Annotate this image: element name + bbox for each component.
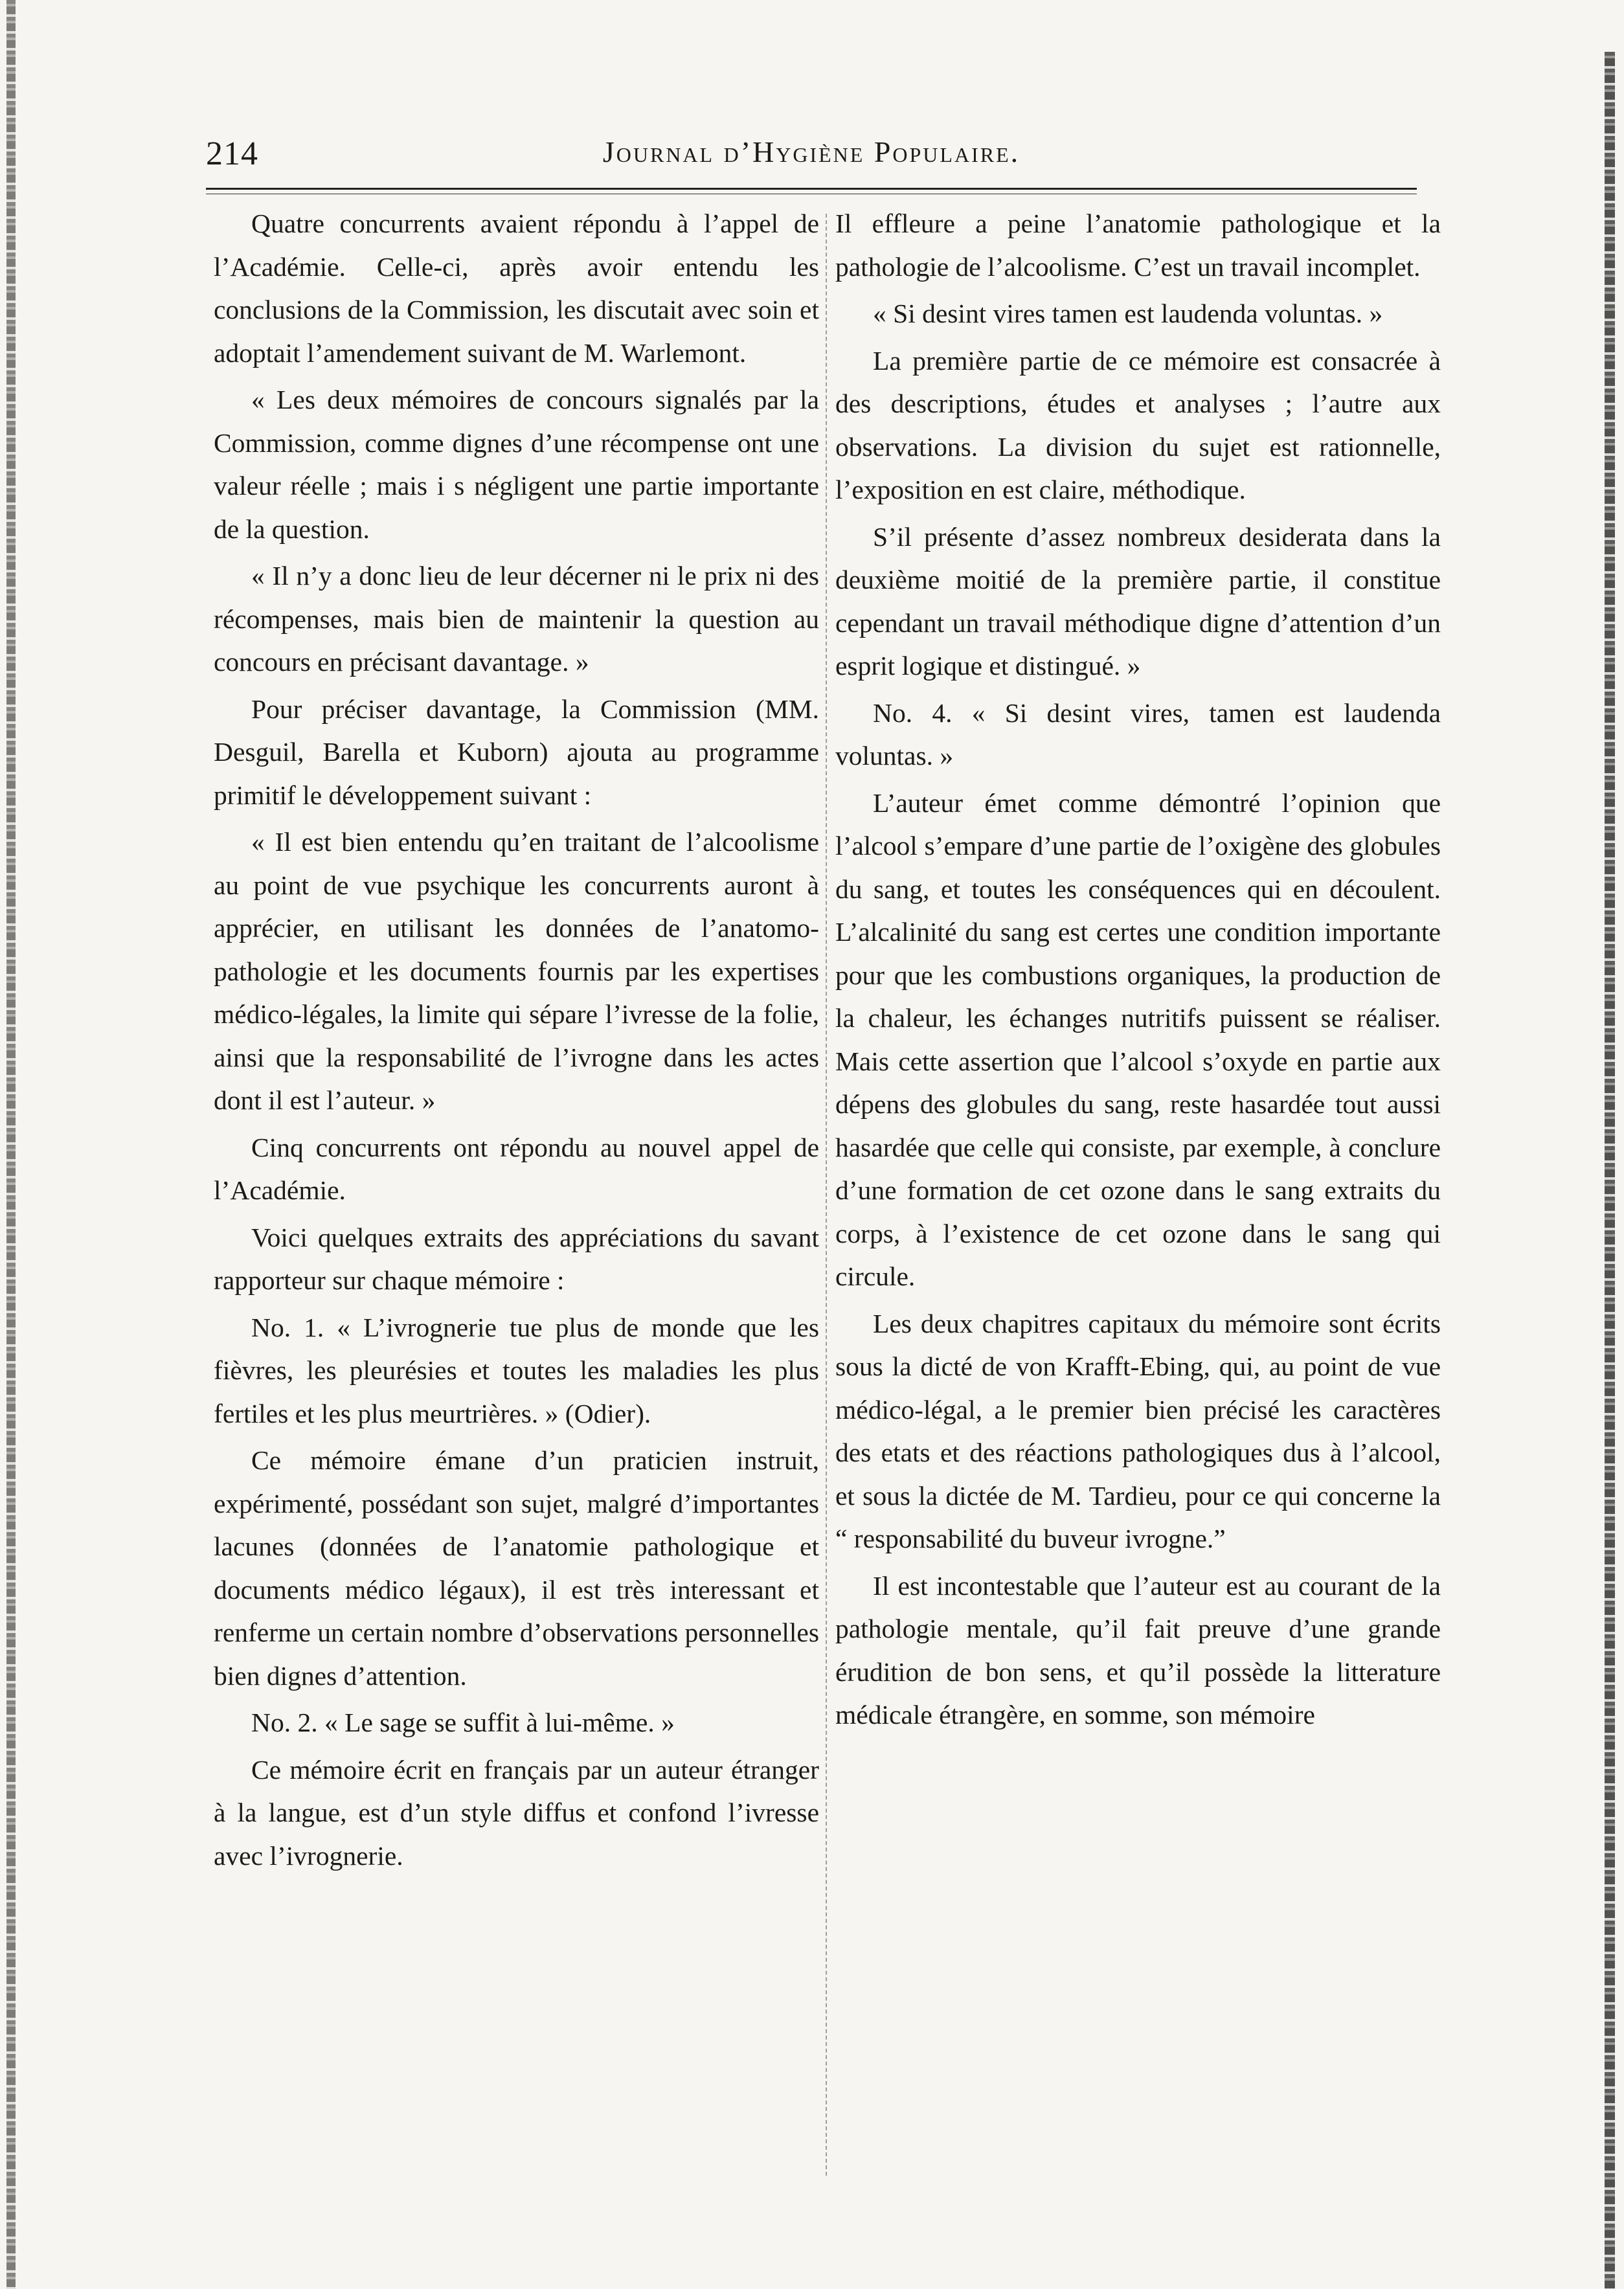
paragraph: No. 2. « Le sage se suffit à lui-même. » [251,1708,675,1737]
paragraph: Quatre concurrents avaient répondu à l’appel de l’Académie. Celle-ci, après avoir entendu les conclusions de la Commission, les discutait avec soin et adoptait l’amendement suivant de M. Warlemont. [214,209,819,368]
paragraph: Cinq concurrents ont répondu au nouvel appel de l’Académie. [214,1132,819,1205]
scan-edge-right [1605,52,1615,2289]
paragraph: « Il n’y a donc lieu de leur décerner ni le prix ni des récompenses, mais bien de maintenir la question au concours en précisant davantage. » [214,561,819,677]
page-number: 214 [206,135,258,172]
paragraph: L’auteur émet comme démontré l’opinion que l’alcool s’empare d’une partie de l’oxigène des globules du sang, et toutes les conséquences qui en découlent. L’alcalinité du sang est certes une condition importante pour que les combustions organiques, la production de la chaleur, les échanges nutritifs puissent se réaliser. Mais cette assertion que l’alcool s’oxyde en partie aux dépens des globules du sang, reste hasardée tout aussi hasardée que celle qui consiste, par exemple, à conclure d’une formation de cet ozone dans le sang extraits du corps, à l’existence de cet ozone dans le sang qui circule. [835,787,1441,1291]
paragraph: Voici quelques extraits des appréciations du savant rapporteur sur chaque mémoire : [214,1222,819,1295]
paragraph: Ce mémoire écrit en français par un auteur étranger à la langue, est d’un style diffus et confond l’ivresse avec l’ivrognerie. [214,1754,819,1871]
column-divider [826,214,827,2176]
paragraph: Les deux chapitres capitaux du mémoire sont écrits sous la dicté de von Krafft-Ebing, qui, au point de vue médico-légal, a le premier bien précisé les caractères des etats et des réactions pathologiques dus à l’alcool, et sous la dictée de M. Tardieu, pour ce qui concerne la “ responsabilité du buveur ivrogne.” [835,1308,1441,1553]
paragraph: S’il présente d’assez nombreux desiderata dans la deuxième moitié de la première partie, il constitue cependant un travail méthodique digne d’attention d’un esprit logique et distingué. » [835,521,1441,681]
paragraph: Pour préciser davantage, la Commission (MM. Desguil, Barella et Kuborn) ajouta au programme primitif le développement suivant : [214,693,819,810]
right-column [835,202,1441,1741]
page-header [206,135,1417,180]
paragraph: « Les deux mémoires de concours signalés par la Commission, comme dignes d’une récompense ont une valeur réelle ; mais i s négligent une partie importante de la question. [214,385,819,544]
scan-edge-left [6,0,16,2289]
left-column [214,202,819,1881]
paragraph: Il est incontestable que l’auteur est au courant de la pathologie mentale, qu’il fait preuve d’une grande érudition de bon sens, et qu’il possède la litterature médicale étrangère, en somme, son mémoire [835,1570,1441,1730]
header-rule [206,188,1417,194]
paragraph: La première partie de ce mémoire est consacrée à des descriptions, études et analyses ; l’autre aux observations. La division du sujet est rationnelle, l’exposition en est claire, méthodique. [835,345,1441,504]
paragraph: « Si desint vires tamen est laudenda voluntas. » [873,299,1383,328]
paragraph: « Il est bien entendu qu’en traitant de l’alcoolisme au point de vue psychique les concurrents auront à apprécier, en utilisant les données de l’anatomo-pathologie et les documents fournis par les expertises médico-légales, la limite qui sépare l’ivresse de la folie, ainsi que la responsabilité de l’ivrogne dans les actes dont il est l’auteur. » [214,827,819,1115]
running-title: Journal d’Hygiène Populaire. [602,135,1021,168]
text-columns [214,202,1463,2242]
paragraph: Ce mémoire émane d’un praticien instruit, expérimenté, possédant son sujet, malgré d’importantes lacunes (données de l’anatomie pathologique et documents médico légaux), il est très interessant et renferme un certain nombre d’observations personnelles bien dignes d’attention. [214,1445,819,1691]
paragraph: Il effleure a peine l’anatomie pathologique et la pathologie de l’alcoolisme. C’est un travail incomplet. [835,209,1441,282]
paragraph: No. 4. « Si desint vires, tamen est laudenda voluntas. » [835,697,1441,771]
paragraph: No. 1. « L’ivrognerie tue plus de monde que les fièvres, les pleurésies et toutes les maladies les plus fertiles et les plus meurtrières. » (Odier). [214,1312,819,1428]
